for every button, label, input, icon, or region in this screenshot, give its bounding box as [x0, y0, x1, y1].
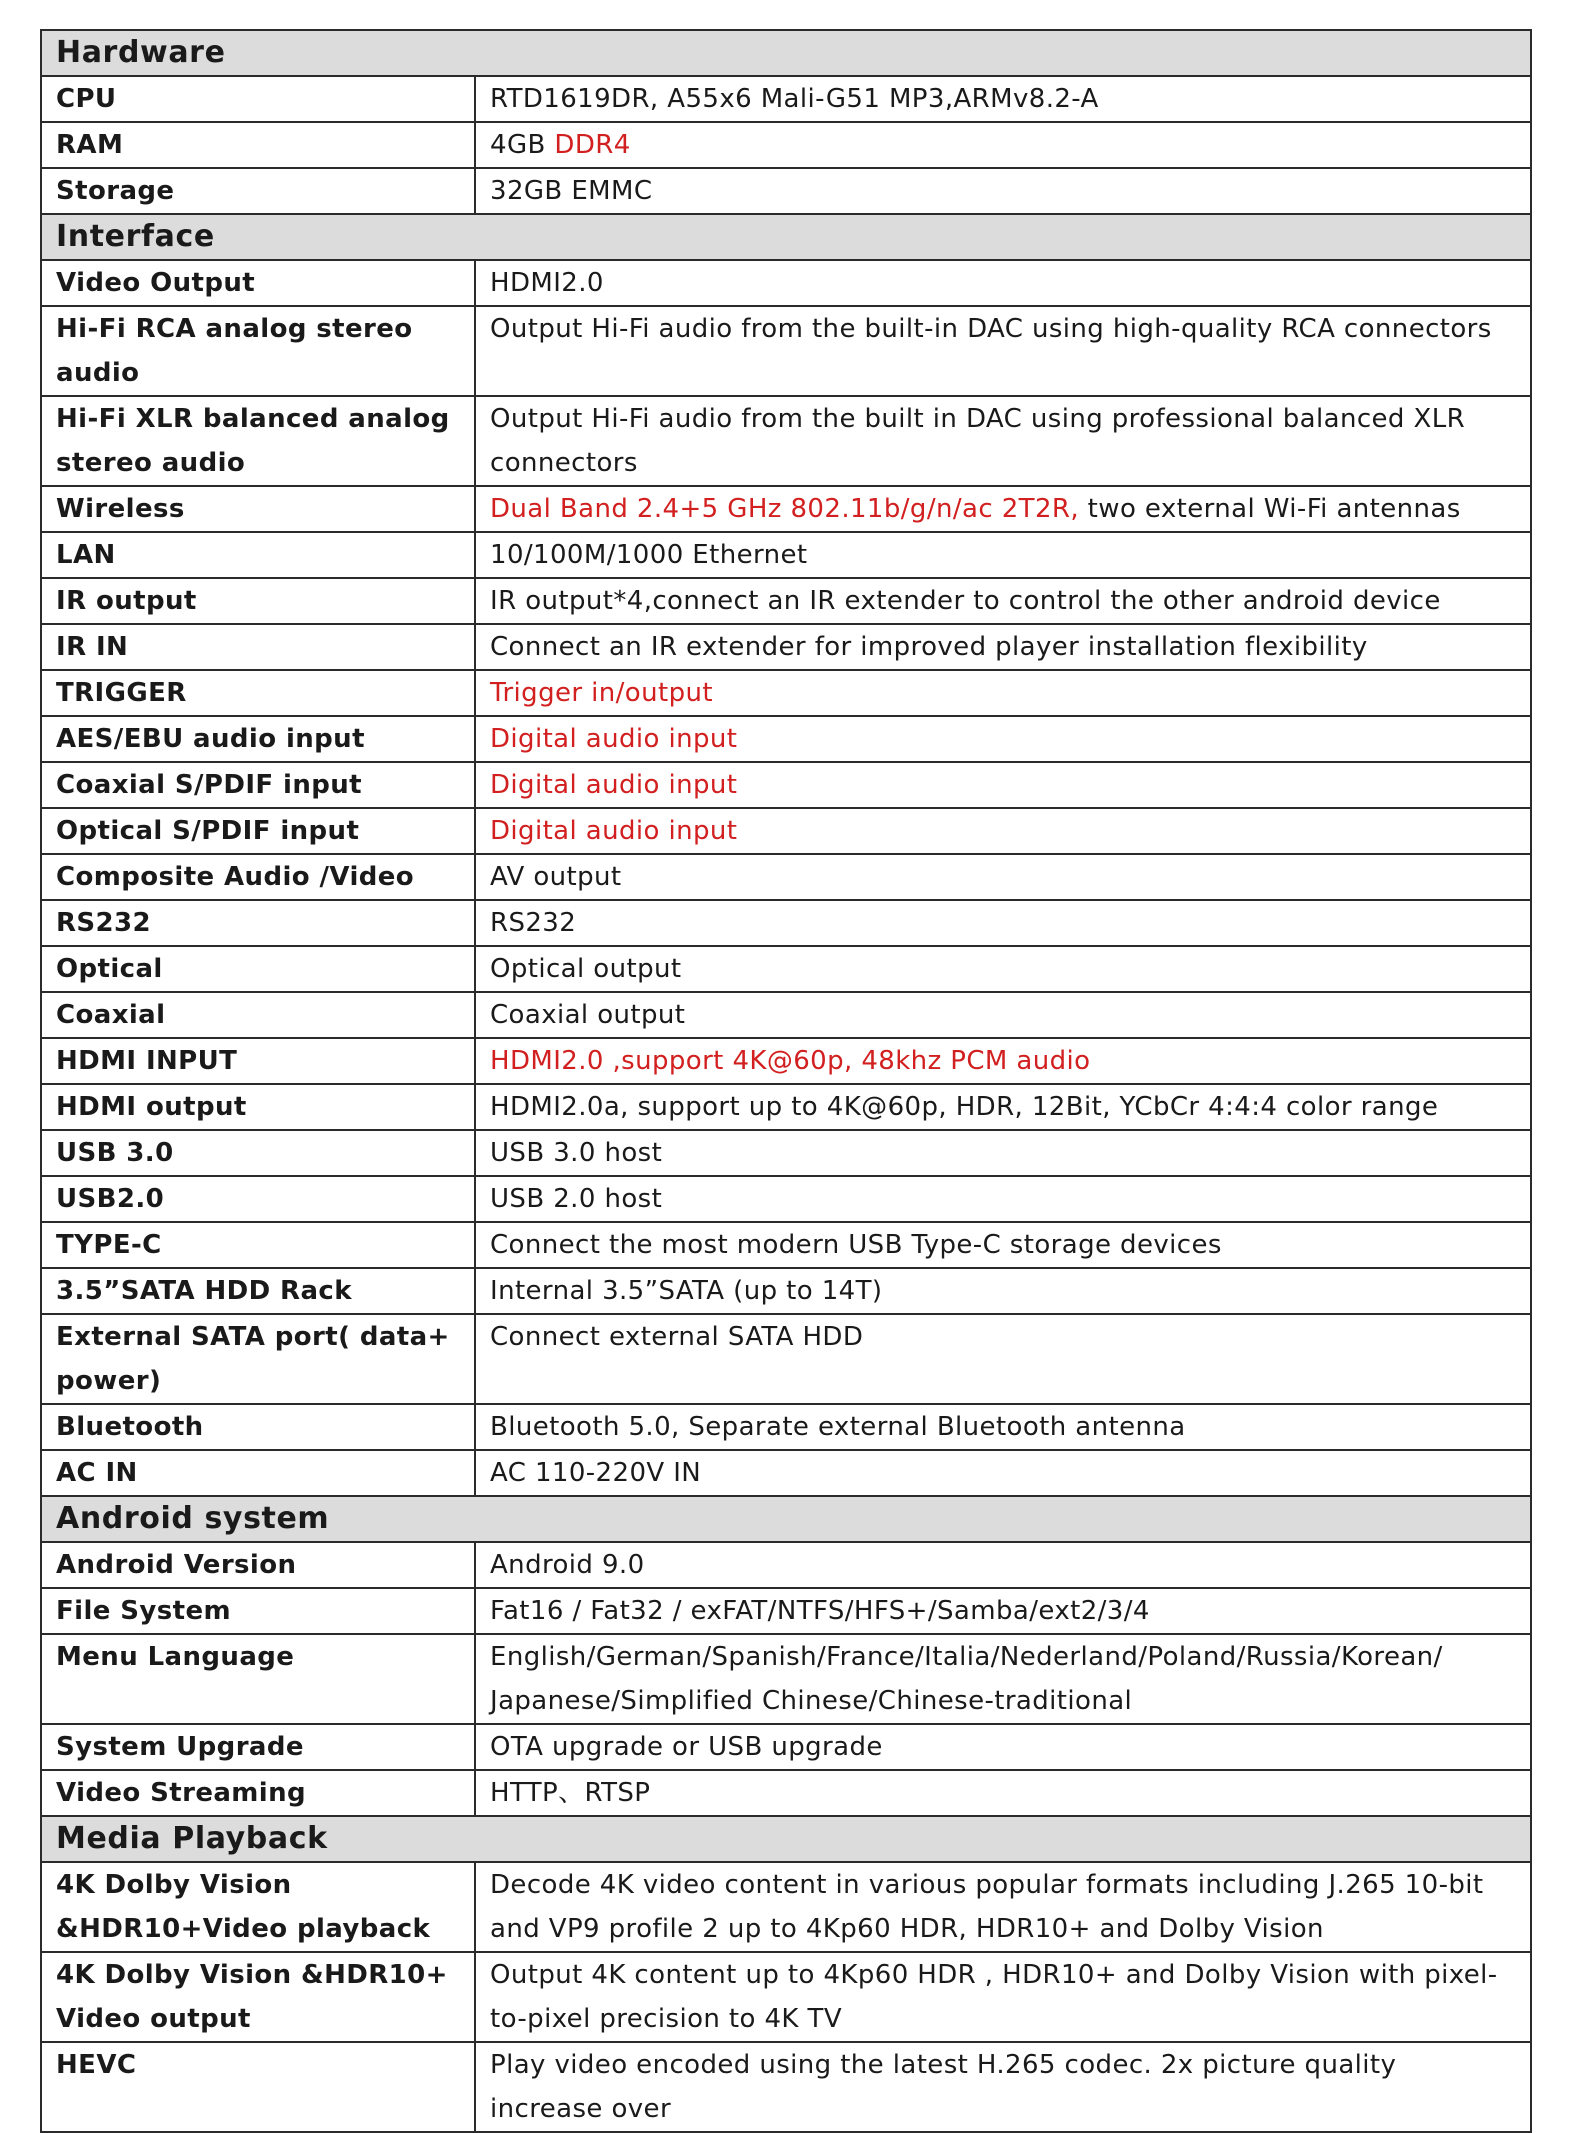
section-title: Hardware — [41, 30, 1531, 76]
spec-row — [41, 260, 1531, 306]
spec-value-text: English/German/Spanish/France/Italia/Nederland/Poland/Russia/Korean/ Japanese/Simplified Chinese/Chinese-traditional — [490, 1642, 1443, 1716]
spec-row — [41, 670, 1531, 716]
spec-label: Bluetooth — [41, 1404, 475, 1450]
spec-value — [475, 1862, 1531, 1952]
spec-value-text: RTD1619DR, A55x6 Mali-G51 MP3,ARMv8.2-A — [490, 84, 1099, 114]
spec-value — [475, 532, 1531, 578]
spec-label: Hi-Fi RCA analog stereo audio — [41, 306, 475, 396]
spec-row — [41, 1724, 1531, 1770]
spec-value-highlight: Digital audio input — [490, 816, 738, 846]
spec-value-text: Connect the most modern USB Type-C storage devices — [490, 1230, 1222, 1260]
spec-row — [41, 1268, 1531, 1314]
spec-value — [475, 624, 1531, 670]
spec-row — [41, 854, 1531, 900]
spec-value — [475, 762, 1531, 808]
spec-value-text: 32GB EMMC — [490, 176, 653, 206]
spec-row — [41, 1130, 1531, 1176]
spec-value — [475, 1176, 1531, 1222]
spec-row — [41, 624, 1531, 670]
section-header-interface — [41, 214, 1531, 260]
spec-value-text: HDMI2.0 — [490, 268, 604, 298]
spec-row — [41, 486, 1531, 532]
spec-label: IR output — [41, 578, 475, 624]
spec-label: Android Version — [41, 1542, 475, 1588]
spec-row — [41, 1084, 1531, 1130]
spec-value — [475, 900, 1531, 946]
spec-table-body — [41, 30, 1531, 2132]
spec-label: HDMI INPUT — [41, 1038, 475, 1084]
spec-value — [475, 1724, 1531, 1770]
spec-value-text: 4GB — [490, 130, 555, 160]
spec-value — [475, 260, 1531, 306]
spec-value — [475, 808, 1531, 854]
spec-value — [475, 1038, 1531, 1084]
spec-value — [475, 716, 1531, 762]
spec-row — [41, 1634, 1531, 1724]
spec-value — [475, 1084, 1531, 1130]
spec-label: USB 3.0 — [41, 1130, 475, 1176]
spec-label: USB2.0 — [41, 1176, 475, 1222]
spec-value — [475, 854, 1531, 900]
spec-label: Optical — [41, 946, 475, 992]
spec-value-text: Android 9.0 — [490, 1550, 645, 1580]
spec-row — [41, 1770, 1531, 1816]
spec-row — [41, 532, 1531, 578]
spec-value — [475, 1222, 1531, 1268]
spec-row — [41, 1862, 1531, 1952]
spec-value — [475, 122, 1531, 168]
spec-label: Coaxial — [41, 992, 475, 1038]
spec-value-highlight: Trigger in/output — [490, 678, 713, 708]
spec-label: IR IN — [41, 624, 475, 670]
spec-row — [41, 1314, 1531, 1404]
section-header-media-playback — [41, 1816, 1531, 1862]
spec-value-text: Connect an IR extender for improved player installation flexibility — [490, 632, 1368, 662]
section-header-hardware — [41, 30, 1531, 76]
spec-value-text: USB 2.0 host — [490, 1184, 663, 1214]
section-title: Android system — [41, 1496, 1531, 1542]
spec-row — [41, 946, 1531, 992]
spec-row — [41, 122, 1531, 168]
spec-value — [475, 2042, 1531, 2132]
spec-value-text: Decode 4K video content in various popular formats including J.265 10-bit and VP9 profile 2 up to 4Kp60 HDR, HDR10+ and Dolby Vision — [490, 1870, 1484, 1944]
spec-value-text: Output Hi-Fi audio from the built in DAC using professional balanced XLR connectors — [490, 404, 1466, 478]
section-header-android-system — [41, 1496, 1531, 1542]
spec-label: Wireless — [41, 486, 475, 532]
spec-label: RS232 — [41, 900, 475, 946]
spec-label: RAM — [41, 122, 475, 168]
spec-value — [475, 1770, 1531, 1816]
spec-value-text: two external Wi-Fi antennas — [1079, 494, 1461, 524]
spec-value-text: Output 4K content up to 4Kp60 HDR , HDR10+ and Dolby Vision with pixel-to-pixel precision to 4K TV — [490, 1960, 1498, 2034]
spec-row — [41, 306, 1531, 396]
spec-value-highlight: DDR4 — [554, 130, 631, 160]
spec-value-text: Play video encoded using the latest H.265 codec. 2x picture quality increase over — [490, 2050, 1397, 2124]
spec-row — [41, 716, 1531, 762]
spec-label: CPU — [41, 76, 475, 122]
spec-value-text: OTA upgrade or USB upgrade — [490, 1732, 883, 1762]
spec-row — [41, 1222, 1531, 1268]
spec-value — [475, 1542, 1531, 1588]
spec-value — [475, 1268, 1531, 1314]
spec-value — [475, 1450, 1531, 1496]
spec-table — [40, 29, 1532, 2133]
spec-label: AC IN — [41, 1450, 475, 1496]
spec-row — [41, 1404, 1531, 1450]
spec-value — [475, 1952, 1531, 2042]
spec-label: TRIGGER — [41, 670, 475, 716]
spec-value — [475, 946, 1531, 992]
spec-label: Menu Language — [41, 1634, 475, 1724]
spec-row — [41, 992, 1531, 1038]
spec-value — [475, 670, 1531, 716]
spec-value-text: RS232 — [490, 908, 577, 938]
spec-value-text: Internal 3.5”SATA (up to 14T) — [490, 1276, 883, 1306]
spec-row — [41, 168, 1531, 214]
spec-value — [475, 306, 1531, 396]
spec-row — [41, 578, 1531, 624]
spec-label: Hi-Fi XLR balanced analog stereo audio — [41, 396, 475, 486]
spec-row — [41, 762, 1531, 808]
spec-row — [41, 808, 1531, 854]
spec-value — [475, 1130, 1531, 1176]
spec-row — [41, 1588, 1531, 1634]
spec-label: 3.5”SATA HDD Rack — [41, 1268, 475, 1314]
spec-label: 4K Dolby Vision &HDR10+ Video output — [41, 1952, 475, 2042]
spec-value-text: Output Hi-Fi audio from the built-in DAC using high-quality RCA connectors — [490, 314, 1492, 344]
spec-row — [41, 396, 1531, 486]
spec-row — [41, 1952, 1531, 2042]
spec-value — [475, 1314, 1531, 1404]
spec-value — [475, 396, 1531, 486]
spec-row — [41, 1450, 1531, 1496]
spec-value-text: Fat16 / Fat32 / exFAT/NTFS/HFS+/Samba/ext2/3/4 — [490, 1596, 1150, 1626]
spec-label: File System — [41, 1588, 475, 1634]
spec-value-text: Optical output — [490, 954, 682, 984]
spec-row — [41, 1176, 1531, 1222]
spec-value-text: Connect external SATA HDD — [490, 1322, 864, 1352]
spec-value-text: Coaxial output — [490, 1000, 686, 1030]
spec-label: Video Output — [41, 260, 475, 306]
spec-label: LAN — [41, 532, 475, 578]
spec-value-text: AC 110-220V IN — [490, 1458, 702, 1488]
spec-row — [41, 900, 1531, 946]
spec-value — [475, 1404, 1531, 1450]
spec-label: Optical S/PDIF input — [41, 808, 475, 854]
spec-label: System Upgrade — [41, 1724, 475, 1770]
spec-value — [475, 1588, 1531, 1634]
spec-value — [475, 486, 1531, 532]
spec-label: External SATA port( data+ power) — [41, 1314, 475, 1404]
spec-value-text: IR output*4,connect an IR extender to control the other android device — [490, 586, 1441, 616]
spec-value — [475, 1634, 1531, 1724]
spec-label: Composite Audio /Video — [41, 854, 475, 900]
spec-value-text: Bluetooth 5.0, Separate external Bluetooth antenna — [490, 1412, 1186, 1442]
spec-label: Video Streaming — [41, 1770, 475, 1816]
spec-value — [475, 168, 1531, 214]
spec-value-highlight: HDMI2.0 ,support 4K@60p, 48khz PCM audio — [490, 1046, 1091, 1076]
spec-label: HEVC — [41, 2042, 475, 2132]
spec-value — [475, 578, 1531, 624]
section-title: Media Playback — [41, 1816, 1531, 1862]
spec-label: AES/EBU audio input — [41, 716, 475, 762]
spec-value-text: HTTP、RTSP — [490, 1778, 651, 1808]
spec-value-text: 10/100M/1000 Ethernet — [490, 540, 808, 570]
spec-label: 4K Dolby Vision &HDR10+Video playback — [41, 1862, 475, 1952]
spec-row — [41, 2042, 1531, 2132]
spec-value-text: HDMI2.0a, support up to 4K@60p, HDR, 12Bit, YCbCr 4:4:4 color range — [490, 1092, 1439, 1122]
spec-label: HDMI output — [41, 1084, 475, 1130]
spec-label: Storage — [41, 168, 475, 214]
spec-value-text: AV output — [490, 862, 622, 892]
spec-label: TYPE-C — [41, 1222, 475, 1268]
spec-value — [475, 992, 1531, 1038]
spec-row — [41, 1542, 1531, 1588]
spec-row — [41, 76, 1531, 122]
spec-value — [475, 76, 1531, 122]
spec-value-highlight: Digital audio input — [490, 770, 738, 800]
section-title: Interface — [41, 214, 1531, 260]
spec-value-highlight: Dual Band 2.4+5 GHz 802.11b/g/n/ac 2T2R, — [490, 494, 1080, 524]
spec-row — [41, 1038, 1531, 1084]
spec-label: Coaxial S/PDIF input — [41, 762, 475, 808]
spec-value-highlight: Digital audio input — [490, 724, 738, 754]
spec-value-text: USB 3.0 host — [490, 1138, 663, 1168]
